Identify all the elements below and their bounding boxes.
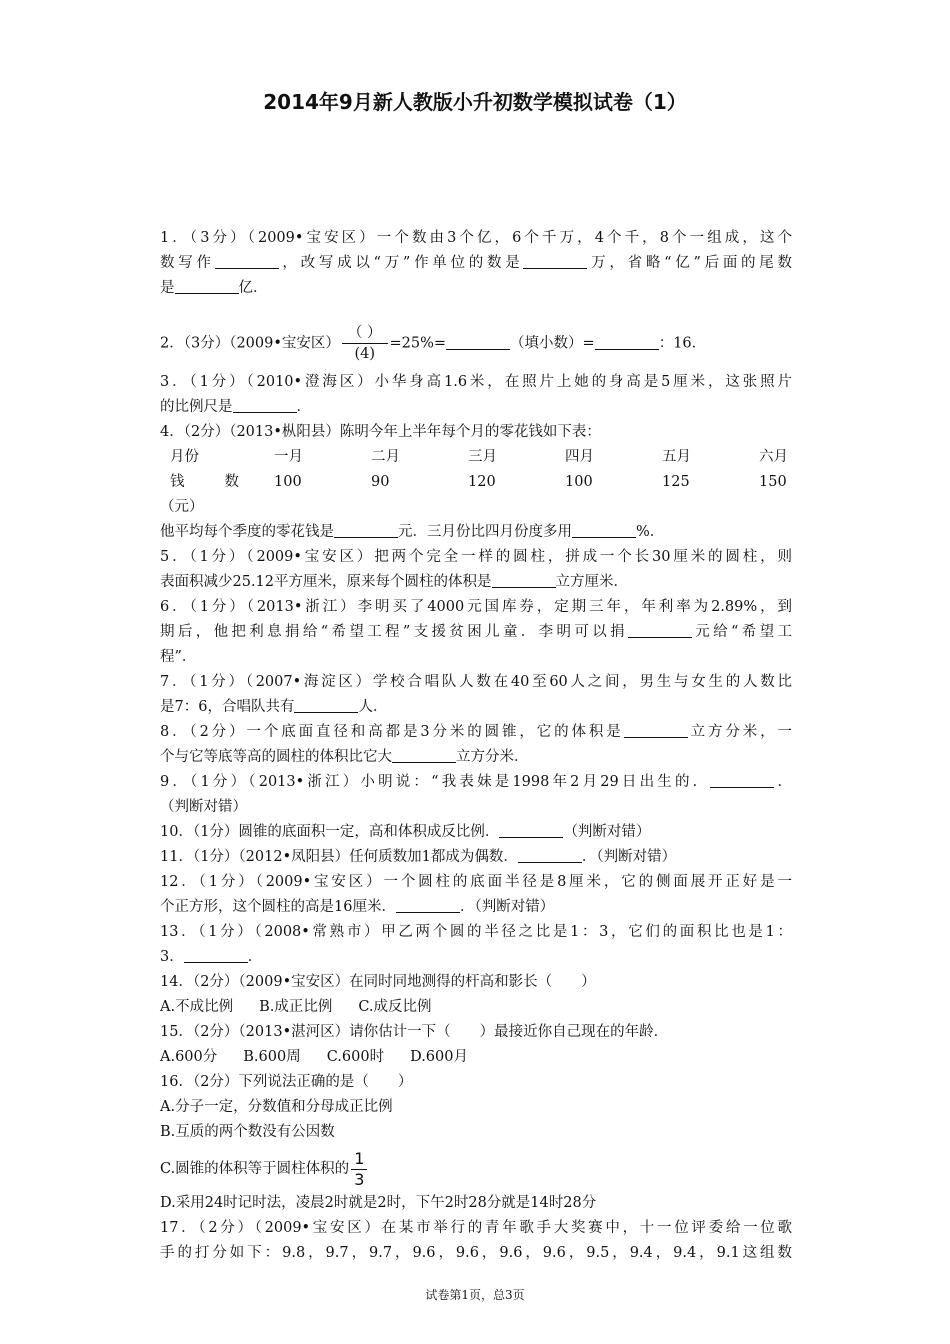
question-1-line1: 1．（3分）（2009•宝安区）一个数由3个亿，6个千万，4个千，8个一组成，这个 <box>160 230 792 246</box>
table-row <box>160 470 792 495</box>
table-cell: 六月 <box>759 449 788 465</box>
text: 他平均每个季度的零花钱是 <box>160 524 334 540</box>
text: %． <box>636 524 665 540</box>
question-8-line1 <box>160 720 792 745</box>
text: 立方分米． <box>456 749 529 765</box>
table-cell: 月份 <box>170 449 199 465</box>
text: ． <box>296 399 311 415</box>
table-cell: 三月 <box>468 449 497 465</box>
option-d[interactable]: D.600月 <box>410 1049 468 1065</box>
table-cell: 二月 <box>371 449 400 465</box>
question-9-line1 <box>160 770 792 795</box>
text: ：16． <box>658 335 707 352</box>
question-1-line3 <box>160 276 792 301</box>
answer-blank[interactable] <box>446 334 510 350</box>
option-a[interactable]: A.600分 <box>160 1049 218 1065</box>
text: 个与它等底等高的圆柱的体积比它大 <box>160 749 392 765</box>
text: 立方分米，一 <box>687 724 792 740</box>
text: 数 <box>224 474 239 490</box>
question-8-line2 <box>160 745 792 770</box>
option-c[interactable]: C.600时 <box>326 1049 385 1065</box>
option-b[interactable]: B.互质的两个数没有公因数 <box>160 1124 335 1140</box>
question-7-line2 <box>160 695 792 720</box>
answer-blank[interactable] <box>334 522 398 538</box>
question-9-line2: （判断对错） <box>160 799 247 815</box>
answer-blank[interactable] <box>710 772 774 788</box>
text: =25%= <box>389 335 447 352</box>
question-2 <box>160 323 792 364</box>
answer-blank[interactable] <box>499 822 563 838</box>
fraction <box>351 1149 367 1190</box>
question-4-line1: 4．（2分）（2013•枞阳县）陈明今年上半年每个月的零花钱如下表： <box>160 424 601 440</box>
table-cell: 120 <box>468 474 496 490</box>
question-16-stem: 16．（2分）下列说法正确的是（ ） <box>160 1074 413 1090</box>
question-13-line2 <box>160 945 792 970</box>
answer-blank[interactable] <box>215 253 279 269</box>
answer-blank[interactable] <box>492 572 556 588</box>
answer-blank[interactable] <box>518 847 582 863</box>
table-cell: 100 <box>565 474 593 490</box>
question-6-line2 <box>160 620 792 645</box>
question-12-line1: 12．（1分）（2009•宝安区）一个圆柱的底面半径是8厘米，它的侧面展开正好是一 <box>160 874 792 890</box>
question-17-line1: 17．（2分）（2009•宝安区）在某市举行的青年歌手大奖赛中，十一位评委给一位歌 <box>160 1220 792 1236</box>
option-c[interactable] <box>160 1147 792 1191</box>
question-12-line2 <box>160 895 792 920</box>
question-3-line1: 3．（1分）（2010•澄海区）小华身高1.6米，在照片上她的身高是5厘米，这张照片 <box>160 374 792 390</box>
text: 3． <box>160 949 184 965</box>
question-11 <box>160 845 792 870</box>
allowance-table <box>160 445 792 520</box>
option-b[interactable]: B.成正比例 <box>259 999 333 1015</box>
table-cell: 100 <box>274 474 302 490</box>
table-cell: （元） <box>160 499 204 515</box>
text: 是7：6，合唱队共有 <box>160 699 295 715</box>
text: 的比例尺是 <box>160 399 233 415</box>
question-14-options <box>160 995 792 1020</box>
question-10 <box>160 820 792 845</box>
question-5-line2 <box>160 570 792 595</box>
table-cell: 五月 <box>662 449 691 465</box>
answer-blank[interactable] <box>523 253 587 269</box>
text: 表面积减少25.12平方厘米，原来每个圆柱的体积是 <box>160 574 492 590</box>
option-b[interactable]: B.600周 <box>243 1049 301 1065</box>
table-cell <box>160 470 274 495</box>
fraction <box>342 323 388 364</box>
page-footer: 试卷第1页，总3页 <box>425 1288 525 1302</box>
question-5-line1: 5．（1分）（2009•宝安区）把两个完全一样的圆柱，拼成一个长30厘米的圆柱，则 <box>160 549 792 565</box>
text: 钱 <box>170 474 185 490</box>
option-c[interactable]: C.成反比例 <box>358 999 432 1015</box>
question-15-options <box>160 1045 792 1070</box>
answer-blank[interactable] <box>184 947 248 963</box>
answer-blank[interactable] <box>572 522 636 538</box>
text: ． <box>247 949 263 965</box>
text: C.圆锥的体积等于圆柱体积的 <box>160 1161 350 1177</box>
answer-blank[interactable] <box>628 622 692 638</box>
question-14-stem: 14．（2分）（2009•宝安区）在同时同地测得的杆高和影长（ ） <box>160 974 596 990</box>
answer-blank[interactable] <box>175 278 239 294</box>
question-17-line2: 手的打分如下：9.8，9.7，9.7，9.6，9.6，9.6，9.6，9.5，9.4，9.4，9.1这组数 <box>160 1245 792 1261</box>
text: 9．（1分）（2013•浙江）小明说：“我表妹是1998年2月29日出生的． <box>160 774 711 790</box>
table-cell: 125 <box>662 474 690 490</box>
table-row <box>160 445 792 470</box>
option-a[interactable]: A.不成比例 <box>160 999 234 1015</box>
question-13-line1: 13．（1分）（2008•常熟市）甲乙两个圆的半径之比是1：3，它们的面积比也是1： <box>160 924 792 940</box>
question-3-line2 <box>160 395 792 420</box>
text: 元给“希望工 <box>691 624 792 640</box>
option-d[interactable]: D.采用24时记时法，凌晨2时就是2时，下午2时28分就是14时28分 <box>160 1195 597 1211</box>
table-row <box>160 495 792 520</box>
text: ． <box>774 774 792 790</box>
text: 元．三月份比四月份度多用 <box>398 524 572 540</box>
text: 2．（3分）（2009•宝安区） <box>160 335 340 352</box>
question-7-line1: 7．（1分）（2007•海淀区）学校合唱队人数在40至60人之间，男生与女生的人数比 <box>160 674 792 690</box>
text: ，改写成以“万”作单位的数是 <box>278 255 524 271</box>
fraction-numerator: （ ） <box>342 323 388 344</box>
text: 10．（1分）圆锥的底面积一定，高和体积成反比例． <box>160 824 500 840</box>
page-title: 2014年9月新人教版小升初数学模拟试卷（1） <box>263 90 687 114</box>
table-cell: 一月 <box>274 449 303 465</box>
answer-blank[interactable] <box>392 747 456 763</box>
fraction-numerator: 1 <box>351 1149 367 1170</box>
table-cell: 150 <box>759 474 787 490</box>
text: 期后，他把利息捐给“希望工程”支援贫困儿童．李明可以捐 <box>160 624 628 640</box>
question-6-line1: 6．（1分）（2013•浙江）李明买了4000元国库券，定期三年，年利率为2.89%，到 <box>160 599 792 615</box>
text: 万，省略“亿”后面的尾数 <box>587 255 792 271</box>
text: 立方厘米． <box>555 574 629 590</box>
question-list <box>160 226 792 1266</box>
text: 11．（1分）（2012•凤阳县）任何质数加1都成为偶数． <box>160 849 518 865</box>
option-a[interactable]: A.分子一定，分数值和分母成正比例 <box>160 1099 393 1115</box>
text: 人． <box>358 699 388 715</box>
text: ．（判断对错） <box>581 849 677 865</box>
text: （填小数）= <box>510 335 595 352</box>
text: 亿． <box>238 280 268 296</box>
answer-blank[interactable] <box>595 334 659 350</box>
question-1-line2 <box>160 251 792 276</box>
answer-blank[interactable] <box>294 697 358 713</box>
fraction-denominator: 3 <box>354 1169 365 1189</box>
answer-blank[interactable] <box>624 722 688 738</box>
table-cell: 90 <box>371 474 390 490</box>
question-15-stem: 15．（2分）（2013•湛河区）请你估计一下（ ）最接近你自己现在的年龄． <box>160 1024 669 1040</box>
answer-blank[interactable] <box>396 897 460 913</box>
text: ．（判断对错） <box>459 899 555 915</box>
question-6-line3: 程”． <box>160 649 197 665</box>
text: 8．（2分）一个底面直径和高都是3分米的圆锥，它的体积是 <box>160 724 624 740</box>
answer-blank[interactable] <box>233 397 297 413</box>
text: （判断对错） <box>563 824 651 840</box>
text: 数写作 <box>160 255 215 271</box>
fraction-denominator: (4) <box>354 346 375 362</box>
text: 个正方形，这个圆柱的高是16厘米． <box>160 899 396 915</box>
table-cell: 四月 <box>565 449 594 465</box>
question-4-answer <box>160 520 792 545</box>
text: 是 <box>160 280 175 296</box>
